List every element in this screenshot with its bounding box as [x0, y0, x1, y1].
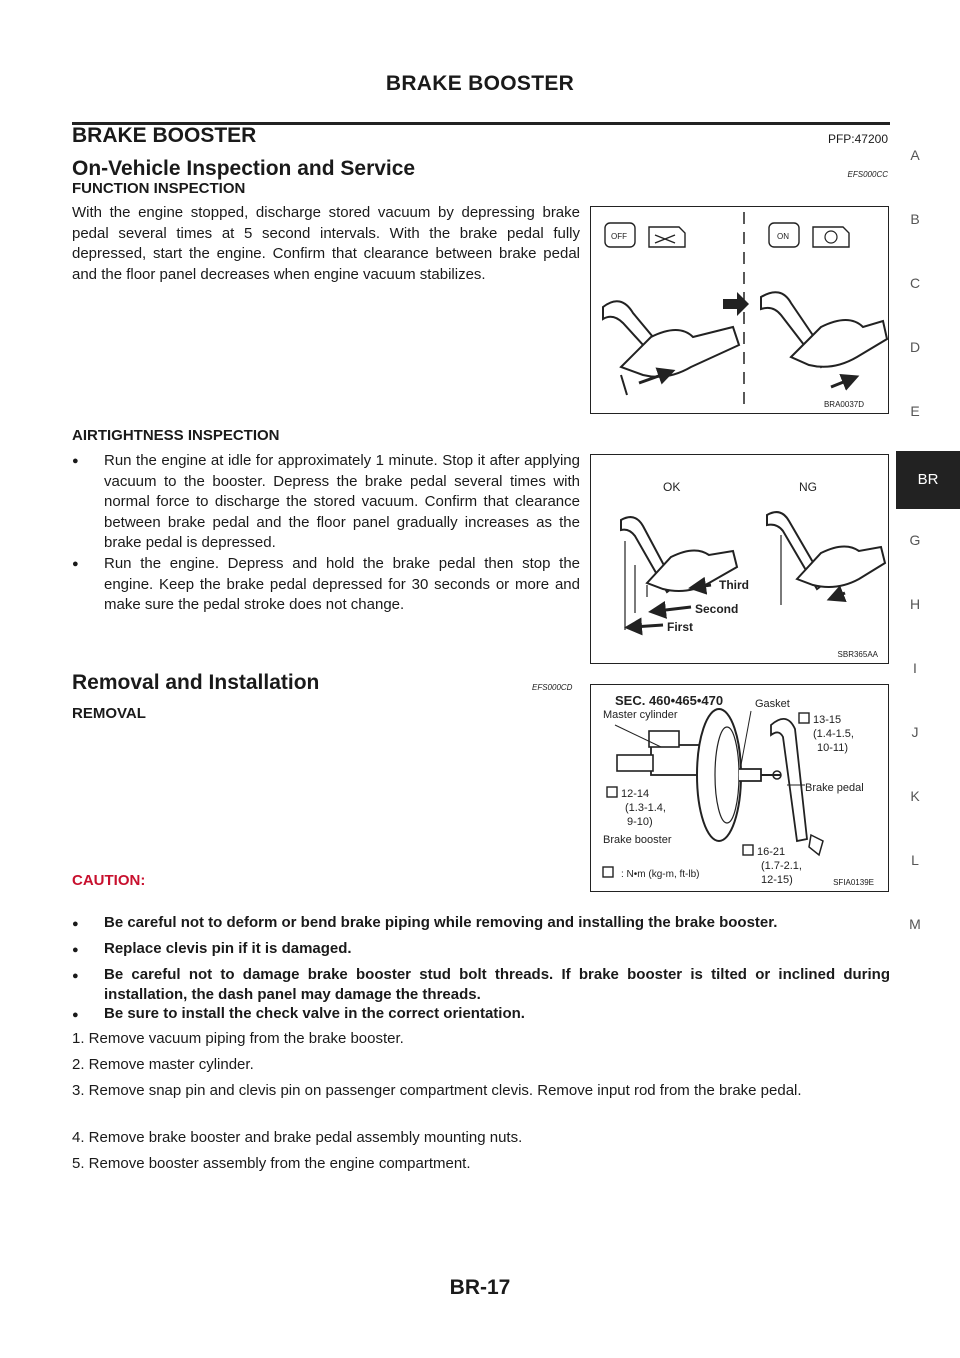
caution-4: Be sure to install the check valve in the correct orientation.	[104, 1005, 525, 1022]
torque-2-c: 9-10)	[627, 816, 653, 828]
label-second: Second	[695, 602, 739, 616]
torque-1-b: (1.4-1.5,	[813, 728, 854, 740]
airtightness-bullet-2: Run the engine. Depress and hold the brake pedal then stop the engine. Keep the brake pedal depressed for 30 seconds or more and make sure the pedal stroke does not change.	[104, 555, 580, 613]
bullet-marker: ●	[72, 558, 79, 570]
torque-3-a: 16-21	[757, 846, 786, 858]
torque-2-b: (1.3-1.4,	[625, 802, 666, 814]
torque-3-c: 12-15)	[761, 874, 793, 886]
bullet-marker: ●	[72, 455, 79, 467]
index-h[interactable]: H	[909, 596, 921, 612]
function-inspection-text: With the engine stopped, discharge stored vacuum by depressing brake pedal several times at 5 second intervals. With the brake pedal fully depressed, start the engine. Confirm that clearance between brake pedal and the floor panel decreases when engine vacuum stabilizes.	[72, 204, 580, 283]
caution-label: CAUTION:	[72, 872, 146, 889]
label-brake-pedal: Brake pedal	[805, 782, 864, 794]
label-gasket: Gasket	[755, 698, 790, 710]
index-l[interactable]: L	[911, 852, 919, 868]
index-b[interactable]: B	[910, 211, 920, 227]
heading-airtightness: AIRTIGHTNESS INSPECTION	[72, 427, 280, 444]
figure-code: BRA0037D	[823, 400, 864, 409]
figure-function-inspection	[590, 206, 889, 414]
section-code: PFP:47200	[827, 132, 888, 146]
step-3	[72, 1081, 890, 1101]
torque-2-a: 12-14	[621, 788, 650, 800]
label-sec: SEC. 460•465•470	[615, 693, 724, 708]
figure-removal	[590, 684, 889, 892]
index-i[interactable]: I	[913, 660, 917, 676]
bullet-marker: ●	[72, 918, 79, 930]
caution-3: Be careful not to damage brake booster stud bolt threads. If brake booster is tilted or inclined during installation, the dash panel may damage the threads.	[104, 966, 890, 1003]
brake-booster-illustration	[591, 685, 888, 891]
legend-units: : N•m (kg-m, ft-lb)	[621, 869, 700, 880]
caution-2: Replace clevis pin if it is damaged.	[104, 940, 352, 957]
torque-3-b: (1.7-2.1,	[761, 860, 802, 872]
heading-on-vehicle: On-Vehicle Inspection and Service	[72, 157, 416, 180]
index-m[interactable]: M	[909, 916, 921, 932]
step-2: 2. Remove master cylinder.	[72, 1056, 254, 1073]
bullet-marker: ●	[72, 1009, 79, 1021]
bullet-marker: ●	[72, 944, 79, 956]
index-k[interactable]: K	[910, 788, 920, 804]
on-vehicle-code: EFS000CC	[847, 170, 888, 179]
label-first: First	[667, 620, 694, 634]
figure-airtightness	[590, 454, 889, 664]
index-e[interactable]: E	[910, 403, 920, 419]
label-ng: NG	[799, 480, 817, 494]
step-5: 5. Remove booster assembly from the engine compartment.	[72, 1155, 471, 1172]
heading-removal: REMOVAL	[72, 705, 146, 722]
step-1: 1. Remove vacuum piping from the brake booster.	[72, 1030, 404, 1047]
heading-function-inspection: FUNCTION INSPECTION	[72, 180, 246, 197]
torque-1-a: 13-15	[813, 714, 842, 726]
index-j[interactable]: J	[911, 724, 919, 740]
index-d[interactable]: D	[909, 339, 921, 355]
svg-text:OFF: OFF	[611, 232, 627, 241]
removal-installation-code: EFS000CD	[532, 683, 573, 692]
index-a[interactable]: A	[910, 147, 920, 163]
function-inspection-illustration	[591, 207, 888, 413]
label-third: Third	[719, 578, 749, 592]
figure-code: SFIA0139E	[833, 878, 874, 887]
section-title: BRAKE BOOSTER	[72, 124, 257, 147]
index-g[interactable]: G	[909, 532, 921, 548]
torque-1-c: 10-11)	[817, 742, 848, 754]
label-ok: OK	[663, 480, 681, 494]
running-header: BRAKE BOOSTER	[385, 72, 575, 95]
index-br-tab[interactable]: BR	[896, 451, 960, 509]
bullet-marker: ●	[72, 970, 79, 982]
page-number: BR-17	[449, 1276, 511, 1299]
step-4: 4. Remove brake booster and brake pedal assembly mounting nuts.	[72, 1129, 523, 1146]
label-brake-booster: Brake booster	[603, 834, 672, 846]
heading-removal-installation: Removal and Installation	[72, 671, 320, 694]
figure-code: SBR365AA	[837, 650, 878, 659]
index-c[interactable]: C	[909, 275, 921, 291]
airtightness-illustration	[591, 455, 888, 663]
airtightness-bullet-1: Run the engine at idle for approximately 1 minute. Stop it after applying vacuum to the booster. Depress the brake pedal several times with normal force to discharge the stored vacuum. Confirm that clearance between brake pedal and the floor panel gradually increases as the brake pedal is depressed.	[104, 452, 580, 551]
step-3-text: 3. Remove snap pin and clevis pin on passenger compartment clevis. Remove input rod from the brake pedal.	[72, 1082, 802, 1099]
svg-text:ON: ON	[777, 232, 789, 241]
caution-1: Be careful not to deform or bend brake piping while removing and installing the brake booster.	[104, 914, 778, 931]
label-master-cylinder: Master cylinder	[603, 709, 678, 721]
